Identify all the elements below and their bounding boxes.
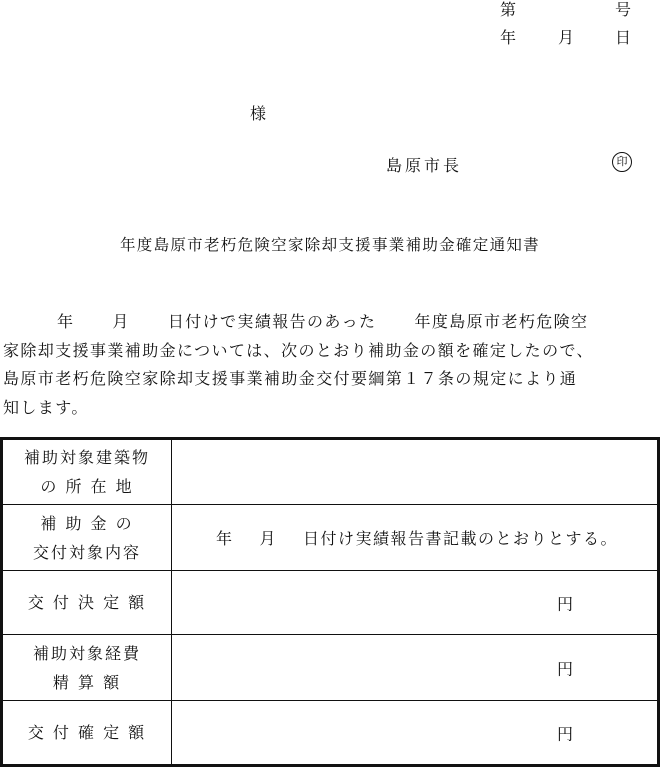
yen-unit: 円 <box>556 724 573 743</box>
table-row <box>2 571 659 635</box>
date-month: 月 <box>558 28 575 47</box>
label-building-location: 補助対象建築物 の 所 在 地 <box>2 439 172 505</box>
content-rest: 日付け実績報告書記載のとおりとする。 <box>303 529 619 548</box>
issuer-name: 島原市長 <box>386 156 463 175</box>
table-row <box>2 439 659 505</box>
body-line1-tail: 年度島原市老朽危険空 <box>414 312 589 331</box>
table-row <box>2 701 659 766</box>
notice-body <box>3 308 643 422</box>
addressee-honorific: 様 <box>250 104 267 123</box>
subsidy-table <box>0 437 660 767</box>
value-building-location <box>172 439 659 505</box>
table-row <box>2 635 659 701</box>
value-grant-final-amount <box>172 701 659 766</box>
table-row <box>2 505 659 571</box>
yen-unit: 円 <box>556 659 573 678</box>
label-expense-settlement: 補助対象経費 精 算 額 <box>2 635 172 701</box>
content-month: 月 <box>259 529 278 548</box>
body-line-1 <box>3 308 643 337</box>
body-line-2: 家除却支援事業補助金については、次のとおり補助金の額を確定したので、 <box>3 340 594 360</box>
value-grant-decision-amount <box>172 571 659 635</box>
body-date-rest: 日付けで実績報告のあった <box>167 312 377 331</box>
value-subsidy-content <box>172 505 659 571</box>
number-suffix: 号 <box>615 0 632 19</box>
body-line-4: 知します。 <box>3 397 89 417</box>
content-year: 年 <box>216 529 234 548</box>
number-prefix: 第 <box>500 0 517 19</box>
document-title: 年度島原市老朽危険空家除却支援事業補助金確定通知書 <box>119 236 540 254</box>
label-grant-decision-amount: 交 付 決 定 額 <box>2 571 172 635</box>
yen-unit: 円 <box>556 594 573 613</box>
value-expense-settlement <box>172 635 659 701</box>
date-year: 年 <box>500 28 517 47</box>
label-subsidy-content: 補 助 金 の 交付対象内容 <box>2 505 172 571</box>
date-day: 日 <box>615 28 632 47</box>
label-grant-final-amount: 交 付 確 定 額 <box>2 701 172 766</box>
seal-mark: 印 <box>612 152 632 172</box>
body-line-3: 島原市老朽危険空家除却支援事業補助金交付要綱第１７条の規定により通 <box>3 369 578 388</box>
body-month: 月 <box>112 312 130 331</box>
body-year: 年 <box>57 312 75 331</box>
